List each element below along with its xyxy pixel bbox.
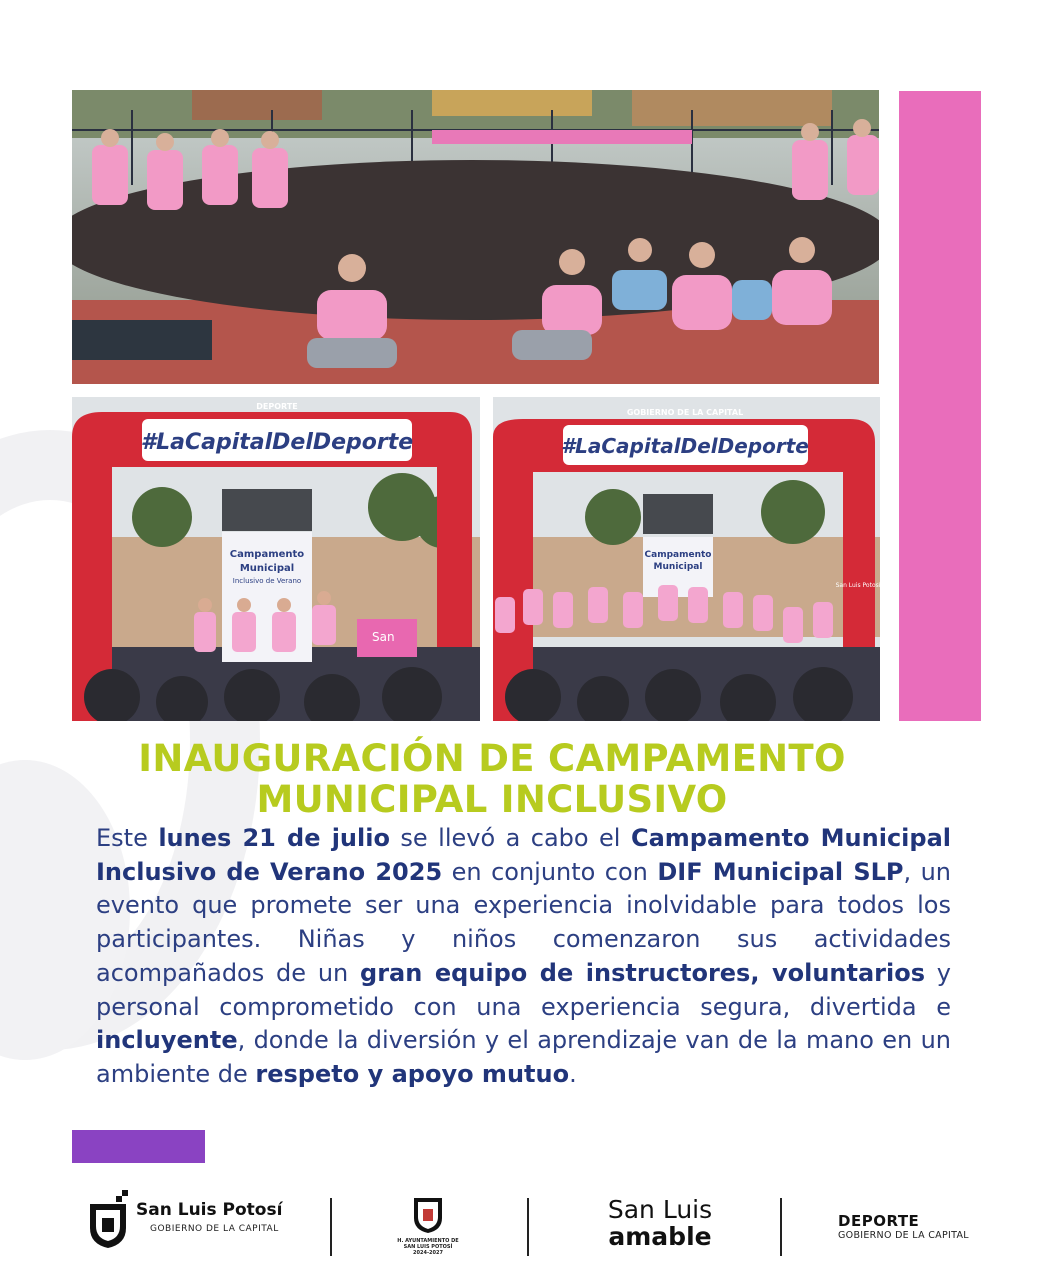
group-photo bbox=[72, 90, 879, 384]
arch-label-right: GOBIERNO DE LA CAPITAL bbox=[626, 408, 744, 417]
title-line-2: MUNICIPAL INCLUSIVO bbox=[256, 778, 728, 821]
body-text-segment: . bbox=[569, 1059, 577, 1088]
footer-divider bbox=[780, 1198, 782, 1256]
side-banner-text: San Luis Potosí bbox=[835, 582, 880, 589]
body-bold-date: lunes 21 de julio bbox=[158, 824, 390, 852]
banner-line1-right: Campamento bbox=[644, 550, 712, 560]
banner-line2-left: Municipal bbox=[239, 563, 295, 574]
body-text-segment: , un evento que promete ser una experiencia inolvidable para todos los participantes. Niñas y niños comenzaron sus actividades acompañados de un bbox=[96, 857, 951, 987]
footer-divider bbox=[527, 1198, 529, 1256]
inflatable-arch-photo-left bbox=[72, 397, 480, 721]
amable-line-1: San Luis bbox=[607, 1195, 713, 1224]
body-bold-dif: DIF Municipal SLP bbox=[657, 857, 904, 886]
body-bold-inclusive: incluyente bbox=[96, 1026, 238, 1055]
title-line-1: INAUGURACIÓN DE CAMPAMENTO bbox=[138, 737, 846, 780]
body-text-segment: , donde la diversión y el aprendizaje van de la mano en un ambiente de bbox=[96, 1026, 951, 1088]
arch-hashtag-right: #LaCapitalDelDeporte bbox=[561, 434, 809, 458]
pink-sign-text: San bbox=[372, 630, 395, 644]
body-text-segment: en conjunto con bbox=[442, 857, 658, 886]
municipal-seal-icon bbox=[411, 1196, 445, 1234]
body-bold-event: Campamento Municipal Inclusivo de Verano 2025 bbox=[96, 824, 952, 886]
ayto-line-2: SAN LUIS POTOSÍ bbox=[403, 1244, 453, 1250]
body-bold-team: gran equipo de instructores, voluntarios bbox=[360, 958, 925, 987]
purple-accent-bar bbox=[72, 1130, 205, 1163]
body-text-segment: Este bbox=[96, 824, 159, 852]
banner-line3-left: Inclusivo de Verano bbox=[232, 577, 302, 585]
deporte-line-2: GOBIERNO DE LA CAPITAL bbox=[838, 1230, 969, 1241]
footer-divider bbox=[330, 1198, 332, 1256]
amable-line-2: amable bbox=[608, 1222, 712, 1251]
arch-label-left: DEPORTE bbox=[256, 402, 298, 411]
coat-of-arms-icon bbox=[88, 1190, 132, 1250]
ayto-line-3: 2024-2027 bbox=[413, 1250, 443, 1256]
arch-hashtag-left: #LaCapitalDelDeporte bbox=[140, 430, 414, 455]
slp-government-logo bbox=[88, 1190, 288, 1250]
body-bold-respect: respeto y apoyo mutuo bbox=[255, 1059, 570, 1088]
ayuntamiento-logo bbox=[392, 1196, 464, 1264]
san-luis-amable-logo bbox=[595, 1196, 725, 1256]
banner-line1-left: Campamento bbox=[229, 549, 305, 560]
body-text-segment: y personal comprometido con una experiencia segura, divertida e bbox=[96, 958, 951, 1021]
inflatable-arch-photo-right bbox=[493, 397, 880, 721]
ayto-line-1: H. AYUNTAMIENTO DE bbox=[397, 1238, 459, 1244]
deporte-logo bbox=[838, 1212, 1008, 1241]
slp-subtitle: GOBIERNO DE LA CAPITAL bbox=[150, 1224, 279, 1234]
pink-accent-bar bbox=[899, 91, 981, 721]
body-text-segment: se llevó a cabo el bbox=[389, 824, 631, 852]
page-title bbox=[72, 738, 912, 820]
banner-line2-right: Municipal bbox=[653, 562, 703, 572]
slp-name: San Luis Potosí bbox=[136, 1200, 283, 1220]
deporte-line-1: DEPORTE bbox=[838, 1212, 920, 1230]
article-body bbox=[96, 822, 951, 1092]
